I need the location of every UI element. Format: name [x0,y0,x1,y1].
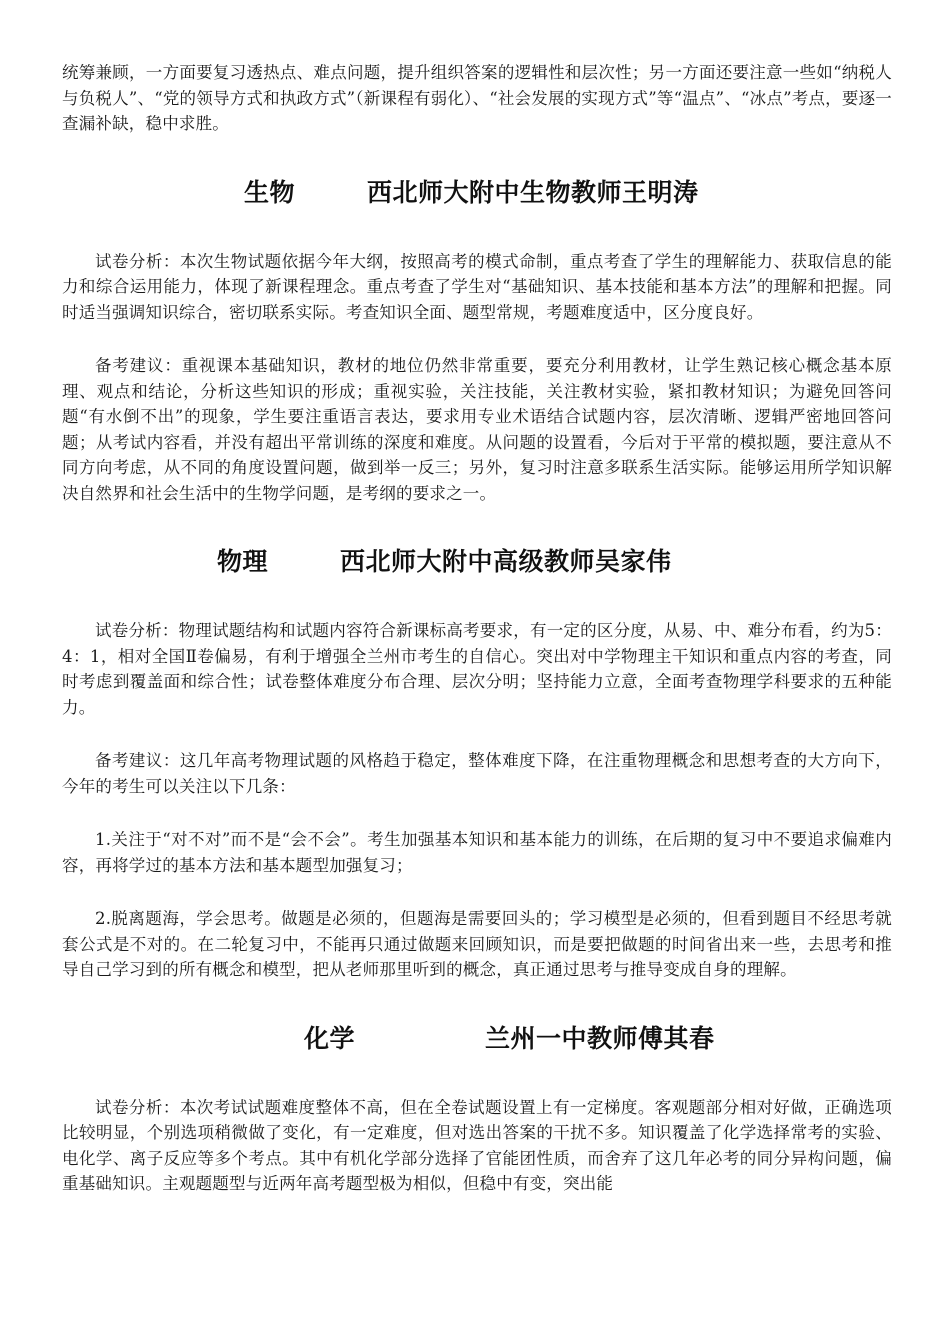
paragraph: 备考建议：这几年高考物理试题的风格趋于稳定，整体难度下降，在注重物理概念和思想考查的大方向下，今年的考生可以关注以下几条： [62,751,892,796]
intro-paragraph: 统筹兼顾，一方面要复习透热点、难点问题，提升组织答案的逻辑性和层次性；另一方面还要注意一些如“纳税人与负税人”、“党的领导方式和执政方式”（新课程有弱化）、“社会发展的实现方式”等“温点”、“冰点”考点，要逐一查漏补缺，稳中求胜。 [62,63,892,133]
paragraph: 试卷分析：本次考试试题难度整体不高，但在全卷试题设置上有一定梯度。客观题部分相对好做，正确选项比较明显，个别选项稍微做了变化，有一定难度，但对选出答案的干扰不多。知识覆盖了化学选择常考的实验、电化学、离子反应等多个考点。其中有机化学部分选择了官能团性质，而舍弃了这几年必考的同分异构问题，偏重基础知识。主观题题型与近两年高考题型极为相似，但稳中有变，突出能 [62,1097,892,1193]
paragraph: 备考建议：重视课本基础知识，教材的地位仍然非常重要，要充分利用教材，让学生熟记核心概念基本原理、观点和结论，分析这些知识的形成；重视实验，关注技能，关注教材实验，紧扣教材知识；为避免回答问题“有水倒不出”的现象，学生要注重语言表达，要求用专业术语结合试题内容，层次清晰、逻辑严密地回答问题；从考试内容看，并没有超出平常训练的深度和难度。从问题的设置看，今后对于平常的模拟题，要注意从不同方向考虑，从不同的角度设置问题，做到举一反三；另外，复习时注意多联系生活实际。能够运用所学知识解决自然界和社会生活中的生物学问题，是考纲的要求之一。 [62,356,892,503]
list-item: 2.脱离题海，学会思考。做题是必须的，但题海是需要回头的；学习模型是必须的，但看到题目不经思考就套公式是不对的。在二轮复习中，不能再只通过做题来回顾知识，而是要把做题的时间省出来一些，去思考和推导自己学习到的所有概念和模型，把从老师那里听到的概念，真正通过思考与推导变成自身的理解。 [62,909,892,979]
list-item: 1.关注于“对不对”而不是“会不会”。考生加强基本知识和基本能力的训练，在后期的复习中不要追求偏难内容，再将学过的基本方法和基本题型加强复习； [62,830,892,875]
section-subject: 物理 [217,547,269,576]
paragraph: 试卷分析：物理试题结构和试题内容符合新课标高考要求，有一定的区分度，从易、中、难分布看，约为5：4：1，相对全国Ⅱ卷偏易，有利于增强全兰州市考生的自信心。突出对中学物理主干知识和重点内容的考查，同时考虑到覆盖面和综合性；试卷整体难度分布合理、层次分明；坚持能力立意，全面考查物理学科要求的五种能力。 [62,621,892,717]
document-page [62,60,892,1197]
section-subject: 生物 [244,177,296,207]
section-heading-physics [62,546,892,578]
section-teacher: 西北师大附中高级教师吴家伟 [340,547,672,576]
section-heading-chemistry [62,1023,892,1055]
section-subject: 化学 [304,1023,356,1053]
section-teacher: 西北师大附中生物教师王明涛 [367,177,699,207]
section-teacher: 兰州一中教师傅其春 [485,1023,715,1053]
section-heading-biology [62,177,892,209]
paragraph: 试卷分析：本次生物试题依据今年大纲，按照高考的模式命制，重点考查了学生的理解能力、获取信息的能力和综合运用能力，体现了新课程理念。重点考查了学生对“基础知识、基本技能和基本方法”的理解和把握。同时适当强调知识综合，密切联系实际。考查知识全面、题型常规，考题难度适中，区分度良好。 [62,251,892,322]
